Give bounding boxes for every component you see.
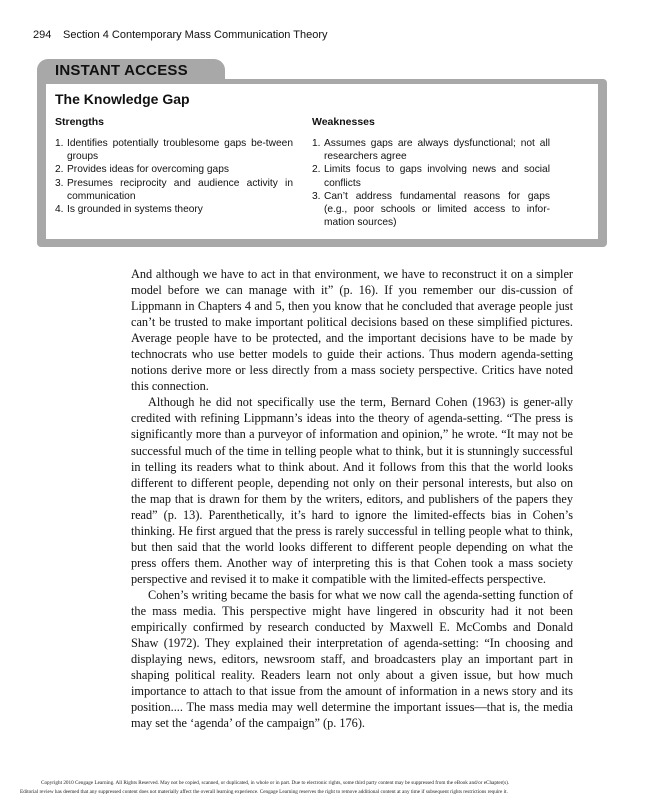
strengths-column [55,116,293,216]
editorial-line: Editorial review has deemed that any suppressed content does not materially affect the overall learning experience. Cengage Learning reserves the right to remove additional content at any time if subsequent rights restrictions require it. [20,789,508,795]
section-title: Section 4 Contemporary Mass Communication Theory [63,29,328,41]
list-item: 2. Provides ideas for overcoming gaps [55,164,229,176]
instant-access-box [37,79,607,247]
paragraph: Although he did not specifically use the term, Bernard Cohen (1963) is gener-ally credited with refining Lippmann’s ideas into the theory of agenda-setting. “The press is significantly more than a purveyor of information and opinion,” he wrote. “It may not be successful much of the time in telling people what to think, but it is stunningly successful in telling its readers what to think about. And it follows from this that the world looks different to different people, depending not only on their personal interests, but also on the map that is drawn for them by the writers, editors, and publishers of the papers they read” (p. 13). Parenthetically, it’s hard to ignore the limited-effects bias in Cohen’s thinking. He first argued that the press is rarely successful in telling people what to think, but then said that the world looks different to different people depending on what the press offers them. Another way of interpreting this is that Cohen took a mass society perspective and revised it to make it compatible with the limited-effects perspective. [131,395,573,586]
strengths-heading: Strengths [55,116,105,128]
list-item: 1. Identifies potentially troublesome gaps be-tween groups [55,138,293,163]
weaknesses-heading: Weaknesses [312,116,375,128]
list-item: 4. Is grounded in systems theory [55,204,203,216]
main-text [131,266,573,731]
weaknesses-list [312,137,550,229]
paragraph: Cohen’s writing became the basis for what we now call the agenda-setting function of the mass media. This perspective might have lingered in obscurity had it not been empirically confirmed by research conducted by Maxwell E. McCombs and Donald Shaw (1972). They explained their interpretation of agenda-setting: “In choosing and displaying news, editors, newsroom staff, and broadcasters play an important part in shaping political reality. Readers learn not only about a given issue, but how much importance to attach to that issue from the amount of information in a news story and its position.... The mass media may well determine the important issues—that is, the media may set the ‘agenda’ of the campaign” (p. 176). [131,587,573,731]
box-title: The Knowledge Gap [55,91,190,107]
strengths-list [55,137,293,216]
list-item: 3. Can’t address fundamental reasons for gaps (e.g., poor schools or limited access to infor-mation sources) [312,190,550,229]
instant-access-content [46,84,598,239]
copyright-line: Copyright 2010 Cengage Learning. All Rights Reserved. May not be copied, scanned, or duplicated, in whole or in part. Due to electronic rights, some third party content may be suppressed from the eBook and/or eChapter(s). [41,780,510,786]
list-item: 1. Assumes gaps are always dysfunctional; not all researchers agree [312,138,550,163]
instant-access-tab: INSTANT ACCESS [37,59,225,81]
paragraph: And although we have to act in that environment, we have to reconstruct it on a simpler model before we can manage with it” (p. 16). If you remember our dis-cussion of Lippmann in Chapters 4 and 5, then you know that he concluded that average people just can’t be trusted to make important political decisions based on these simplified pictures. Average people have to be protected, and the important decisions have to be made by technocrats who use better models to guide their actions. Thus modern agenda-setting notions derive more or less directly from a mass society perspective. Critics have noted this connection. [131,267,573,394]
page-number: 294 [33,29,52,41]
list-item: 3. Presumes reciprocity and audience activity in communication [55,177,293,202]
list-item: 2. Limits focus to gaps involving news and social conflicts [312,164,550,189]
weaknesses-column [312,116,550,229]
copyright-footer [20,779,630,797]
running-header [33,29,633,45]
